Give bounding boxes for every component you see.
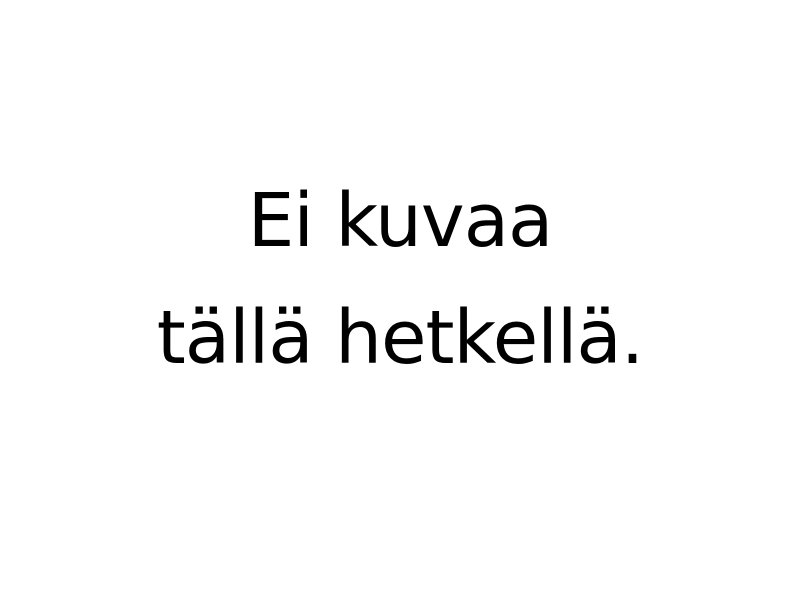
placeholder-message-line-2: tällä hetkellä. <box>156 295 644 381</box>
placeholder-message-line-1: Ei kuvaa <box>247 178 553 264</box>
